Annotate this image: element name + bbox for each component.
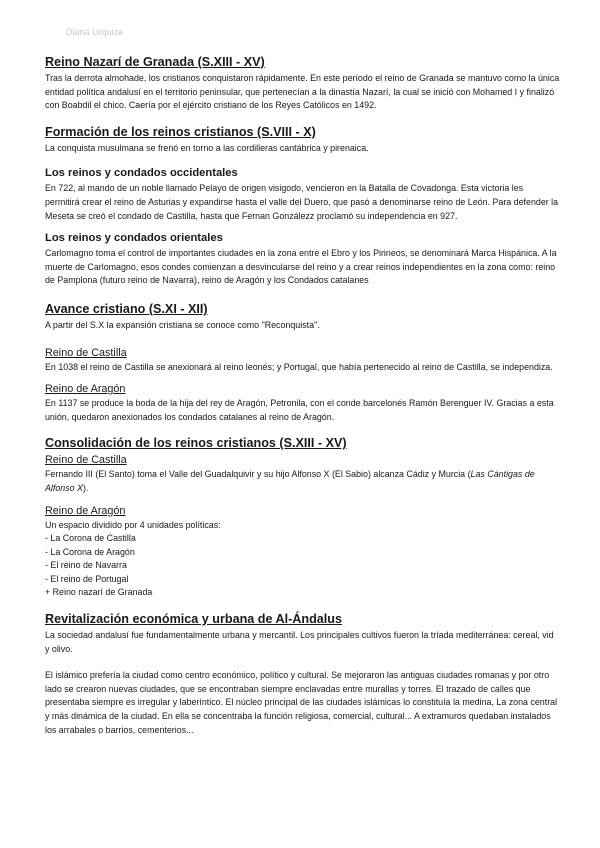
text-castilla-italic: Las Cántigas de Alfonso X	[45, 469, 535, 493]
paragraph-revitalizacion-2: El islámico prefería la ciudad como centro económico, político y cultural. Se mejoraron las antiguas ciudades romanas y por otro lado se crearon nuevas ciudades, que se encontraban siempre enclavadas entre murallas y torres. El trazado de calles que presentaba siempre es irregular y laberíntico. El núcleo principal de las ciudades islámicas lo constituía la medina, La zona central y más dinámica de la ciudad. En ella se concentraba la función religiosa, comercial, cultural... A extramuros quedaban instalados los arrabales o barrios, cementerios...	[45, 670, 558, 735]
text-castilla-before: Fernando III (El Santo) toma el Valle del Guadalquivir y su hijo Alfonso X (El Sabio) alcanza Cádiz y Murcia (	[45, 469, 471, 480]
paragraph-formacion: La conquista musulmana se frenó en torno a las cordilleras cantábrica y pirenaica.	[45, 142, 369, 153]
text-castilla-after: ).	[83, 482, 89, 493]
section-title-revitalizacion: Revitalización económica y urbana de Al-Ándalus	[45, 612, 342, 627]
paragraph-avance-aragon: En 1137 se produce la boda de la hija del rey de Aragón, Petronila, con el conde barcelonés Ramón Berenguer IV. Gracias a esta unión, quedaron anexionados los condados catalanes al reino de Aragón.	[45, 398, 554, 422]
subsection-title-consolidacion-castilla: Reino de Castilla	[45, 454, 127, 467]
list-intro: Un espacio dividido por 4 unidades políticas:	[45, 519, 221, 530]
author-name: Diana Urquiza	[66, 27, 124, 37]
list-item: - La Corona de Castilla	[45, 533, 136, 544]
section-title-consolidacion: Consolidación de los reinos cristianos (S.XIII - XV)	[45, 436, 347, 451]
section-title-nazari: Reino Nazarí de Granada (S.XIII - XV)	[45, 55, 265, 69]
subsection-title-orientales: Los reinos y condados orientales	[45, 232, 223, 245]
paragraph-consolidacion-castilla	[45, 468, 560, 495]
paragraph-avance: A partir del S.X la expansión cristiana se conoce como "Reconquista".	[45, 319, 320, 330]
subsection-title-occidentales: Los reinos y condados occidentales	[45, 167, 238, 180]
list-item: - El reino de Portugal	[45, 573, 129, 584]
document-body	[45, 54, 560, 737]
paragraph-nazari: Tras la derrota almohade, los cristianos conquistaron rápidamente. En este período el reino de Granada se mantuvo como la única entidad política andalusí en el territorio peninsular, que pertenecían a la dinastía Nazarí, la cual se inició con Mohamed I y finalizó con Boabdil el chico. Caería por el ejército cristiano de los Reyes Católicos en 1492.	[45, 73, 560, 111]
paragraph-revitalizacion-1: La sociedad andalusí fue fundamentalmente urbana y mercantil. Los principales cultivos fueron la tríada mediterránea: cereal, vid y olivo.	[45, 630, 554, 654]
section-title-avance: Avance cristiano (S.XI - XII)	[45, 301, 208, 316]
subsection-title-avance-castilla: Reino de Castilla	[45, 346, 127, 359]
section-title-formacion: Formación de los reinos cristianos (S.VIII - X)	[45, 124, 316, 139]
subsection-title-consolidacion-aragon: Reino de Aragón	[45, 504, 126, 517]
list-item: + Reino nazarí de Granada	[45, 587, 153, 598]
paragraph-avance-castilla: En 1038 el reino de Castilla se anexionará al reino leonés; y Portugal, que había pertenecido al reino de Castilla, se independiza.	[45, 361, 553, 372]
list-item: - La Corona de Aragón	[45, 546, 135, 557]
list-item: - El reino de Navarra	[45, 560, 127, 571]
paragraph-occidentales: En 722, al mando de un noble llamado Pelayo de origen visigodo, vencieron en la Batalla de Covadonga. Esta victoria les permitirá crear el reino de Asturias y expandirse hasta el valle del Duero, que pasó a denominarse reino de León. Para defender la Meseta se creó el condado de Castilla, hasta que Fernan Gonzálezz proclamó su independencia en 927.	[45, 183, 559, 221]
paragraph-orientales: Carlomagno toma el control de importantes ciudades en la zona entre el Ebro y los Pirineos, se denominará Marca Hispánica. A la muerte de Carlomagno, esos condes comienzan a desvincularse del reino y a crear reinos independientes en la zona como: reino de Pamplona (futuro reino de Navarra), reino de Aragón y los Condados catalanes	[45, 248, 557, 286]
subsection-title-avance-aragon: Reino de Aragón	[45, 383, 126, 396]
